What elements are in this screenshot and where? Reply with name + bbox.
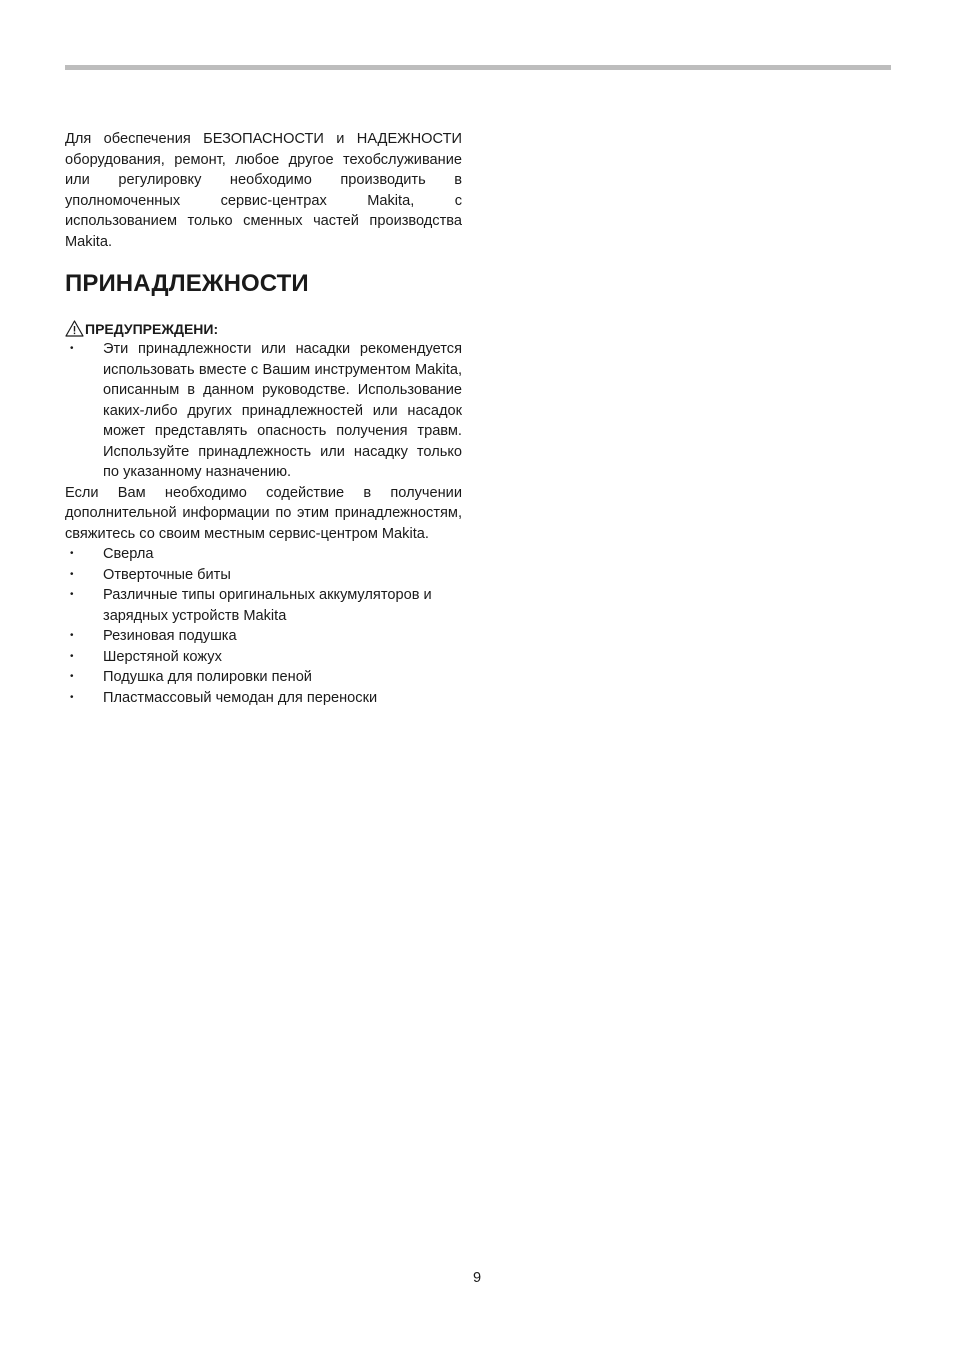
- accessory-text: Сверла: [103, 546, 154, 562]
- bullet: •: [70, 343, 74, 354]
- warning-label: ПРЕДУПРЕЖДЕНИ:: [85, 321, 219, 337]
- warning-item-text: Эти принадлежности или насадки рекомендуется использовать вместе с Вашим инструментом Makita, описанным в данном руководстве. Использование каких-либо других принадлежностей или насадок может представлять опасность получения травм. Используйте принадлежность или насадку только по указанному назначению.: [103, 341, 462, 480]
- accessory-item: [65, 667, 462, 688]
- warning-list: [65, 339, 462, 483]
- accessory-item: [65, 688, 462, 709]
- accessory-text: Шерстяной кожух: [103, 648, 222, 665]
- bullet: •: [70, 671, 74, 682]
- accessories-list: [65, 544, 462, 708]
- bullet: •: [70, 589, 74, 600]
- accessory-text: Резиновая подушка: [103, 628, 237, 644]
- accessory-text: Различные типы оригинальных аккумуляторов и зарядных устройств Makita: [103, 587, 432, 624]
- accessory-item: [65, 585, 462, 626]
- accessory-text: Подушка для полировки пеной: [103, 669, 312, 685]
- accessory-text: Отверточные биты: [103, 566, 231, 583]
- bullet: •: [70, 650, 74, 662]
- intro-paragraph: Для обеспечения БЕЗОПАСНОСТИ и НАДЕЖНОСТИ оборудования, ремонт, любое другое техобслуживание или регулировку необходимо производить в уполномоченных сервис-центрах Makita, с использованием только сменных частей производства Makita.: [65, 131, 462, 250]
- accessory-item: [65, 565, 462, 586]
- bullet: •: [70, 630, 74, 641]
- accessory-text: Пластмассовый чемодан для переноски: [103, 689, 378, 706]
- accessory-item: [65, 544, 462, 565]
- accessory-item: [65, 647, 462, 668]
- contact-paragraph: Если Вам необходимо содействие в получении дополнительной информации по этим принадлежностям, свяжитесь со своим местным сервис-центром Makita.: [65, 484, 462, 542]
- header-rule: [65, 65, 891, 70]
- section-title: ПРИНАДЛЕЖНОСТИ: [65, 270, 309, 297]
- bullet: •: [70, 568, 74, 580]
- accessory-item: [65, 626, 462, 647]
- bullet: •: [70, 548, 74, 559]
- page-number: 9: [472, 1270, 482, 1286]
- content-column: [65, 129, 462, 708]
- warning-triangle-icon: [65, 320, 84, 337]
- warning-list-item: [65, 339, 462, 483]
- warning-heading: [65, 319, 462, 339]
- bullet: •: [70, 691, 74, 703]
